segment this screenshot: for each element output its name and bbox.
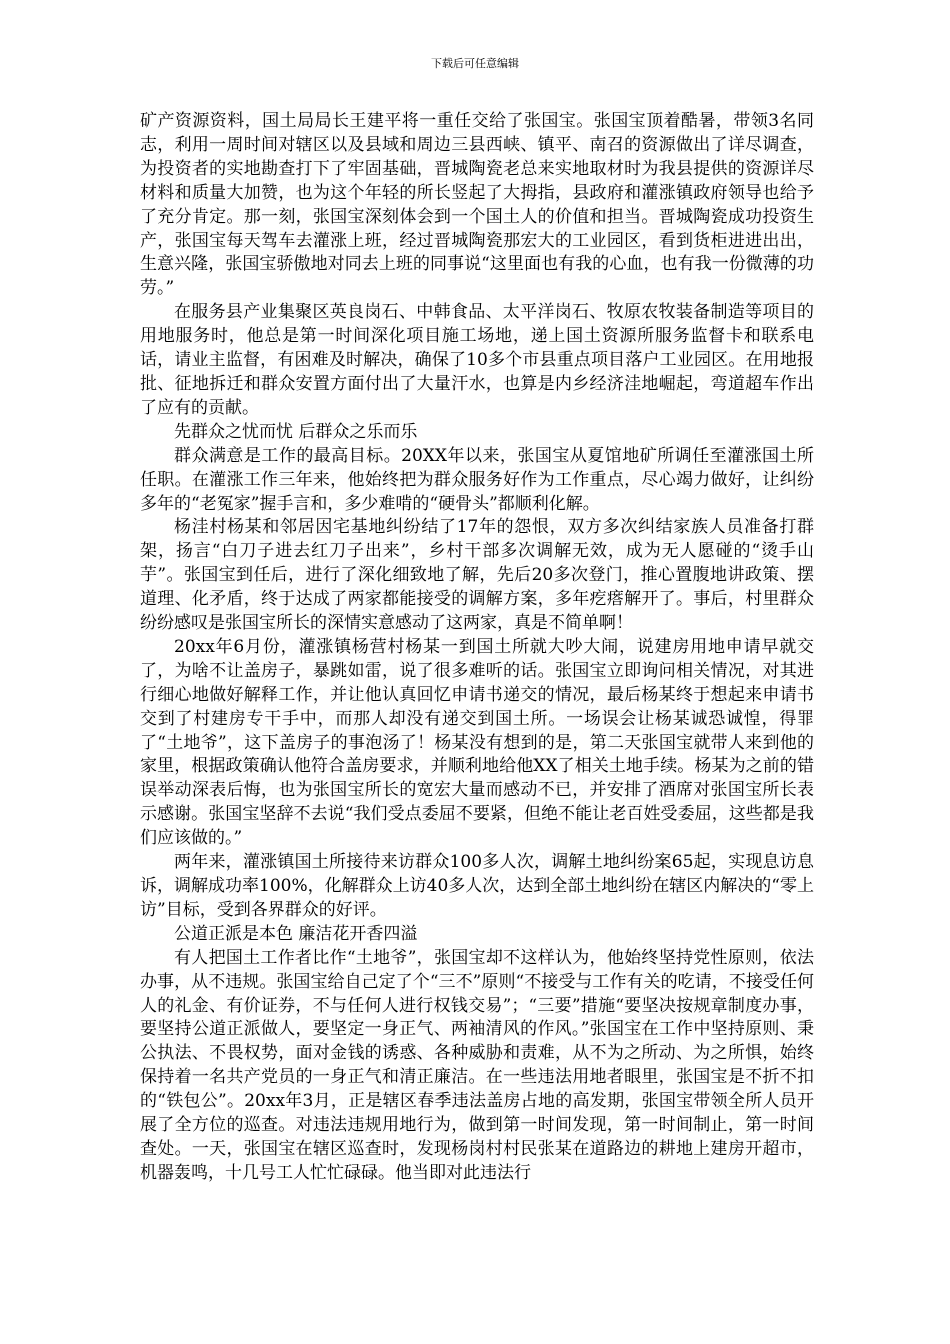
paragraph: 在服务县产业集聚区英良岗石、中韩食品、太平洋岗石、牧原农牧装备制造等项目的用地服务时，他总是第一时间深化项目施工场地，递上国土资源所服务监督卡和联系电话，请业主监督，有困难及时解决，确保了10多个市县重点项目落户工业园区。在用地报批、征地拆迁和群众安置方面付出了大量汗水，也算是内乡经济洼地崛起，弯道超车作出了应有的贡献。 [140, 302, 814, 418]
section-heading: 先群众之忧而忧 后群众之乐而乐 [174, 421, 418, 442]
page-header: 下载后可任意编辑 [431, 57, 519, 70]
document-body [140, 110, 814, 1186]
paragraph: 两年来，灌涨镇国土所接待来访群众100多人次，调解土地纠纷案65起，实现息访息诉，调解成功率100%，化解群众上访40多人次，达到全部土地纠纷在辖区内解决的“零上访”目标，受到各界群众的好评。 [140, 852, 814, 920]
section-heading: 公道正派是本色 廉洁花开香四溢 [174, 923, 418, 944]
paragraph: 群众满意是工作的最高目标。20XX年以来，张国宝从夏馆地矿所调任至灌涨国土所任职。在灌涨工作三年来，他始终把为群众服务好作为工作重点，尽心竭力做好，让纠纷多年的“老冤家”握手言和，多少难啃的“硬骨头”都顺利化解。 [140, 445, 814, 514]
paragraph: 杨洼村杨某和邻居因宅基地纠纷结了17年的怨恨，双方多次纠结家族人员准备打群架，扬言“白刀子进去红刀子出来”，乡村干部多次调解无效，成为无人愿碰的“烫手山芋”。张国宝到任后，进行了深化细致地了解，先后20多次登门，推心置腹地讲政策、摆道理、化矛盾，终于达成了两家都能接受的调解方案，多年疙瘩解开了。事后，村里群众纷纷感叹是张国宝所长的深情实意感动了这两家，真是不简单啊！ [140, 517, 814, 634]
paragraph: 有人把国土工作者比作“土地爷”，张国宝却不这样认为，他始终坚持党性原则，依法办事，从不违规。张国宝给自己定了个“三不”原则“不接受与工作有关的吃请，不接受任何人的礼金、有价证券，不与任何人进行权钱交易”；“三要”措施“要坚决按规章制度办事，要坚持公道正派做人，要坚定一身正气、两袖清风的作风。”张国宝在工作中坚持原则、秉公执法、不畏权势，面对金钱的诱惑、各种威胁和责难，从不为之所动、为之所惧，始终保持着一名共产党员的一身正气和清正廉洁。在一些违法用地者眼里，张国宝是不折不扣的“铁包公”。20xx年3月，正是辖区春季违法盖房占地的高发期，张国宝带领全所人员开展了全方位的巡查。对违法违规用地行为，做到第一时间发现，第一时间制止，第一时间查处。一天，张国宝在辖区巡查时，发现杨岗村村民张某在道路边的耕地上建房开超市，机器轰鸣，十几号工人忙忙碌碌。他当即对此违法行 [140, 947, 814, 1183]
paragraph: 20xx年6月份，灌涨镇杨营村杨某一到国土所就大吵大闹，说建房用地申请早就交了，为啥不让盖房子，暴跳如雷，说了很多难听的话。张国宝立即询问相关情况，对其进行细心地做好解释工作，并让他认真回忆申请书递交的情况，最后杨某终于想起来申请书交到了村建房专干手中，而那人却没有递交到国土所。一场误会让杨某诚恐诚惶，得罪了“土地爷”，这下盖房子的事泡汤了！杨某没有想到的是，第二天张国宝就带人来到他的家里，根据政策确认他符合盖房要求，并顺利地给他XX了相关土地手续。杨某为之前的错误举动深表后悔，也为张国宝所长的宽宏大量而感动不已，并安排了酒席对张国宝所长表示感谢。张国宝坚辞不去说“我们受点委屈不要紧，但绝不能让老百姓受委屈，这些都是我们应该做的。” [140, 636, 814, 849]
paragraph: 矿产资源资料，国土局局长王建平将一重任交给了张国宝。张国宝顶着酷暑，带领3名同志，利用一周时间对辖区以及县域和周边三县西峡、镇平、南召的资源做出了详尽调查，为投资者的实地勘查打下了牢固基础，晋城陶瓷老总来实地取材时为我县提供的资源详尽材料和质量大加赞，也为这个年轻的所长竖起了大拇指，县政府和灌涨镇政府领导也给予了充分肯定。那一刻，张国宝深刻体会到一个国土人的价值和担当。晋城陶瓷成功投资生产，张国宝每天驾车去灌涨上班，经过晋城陶瓷那宏大的工业园区，看到货柜进进出出，生意兴隆，张国宝骄傲地对同去上班的同事说“这里面也有我的心血，也有我一份微薄的功劳。” [140, 111, 814, 299]
